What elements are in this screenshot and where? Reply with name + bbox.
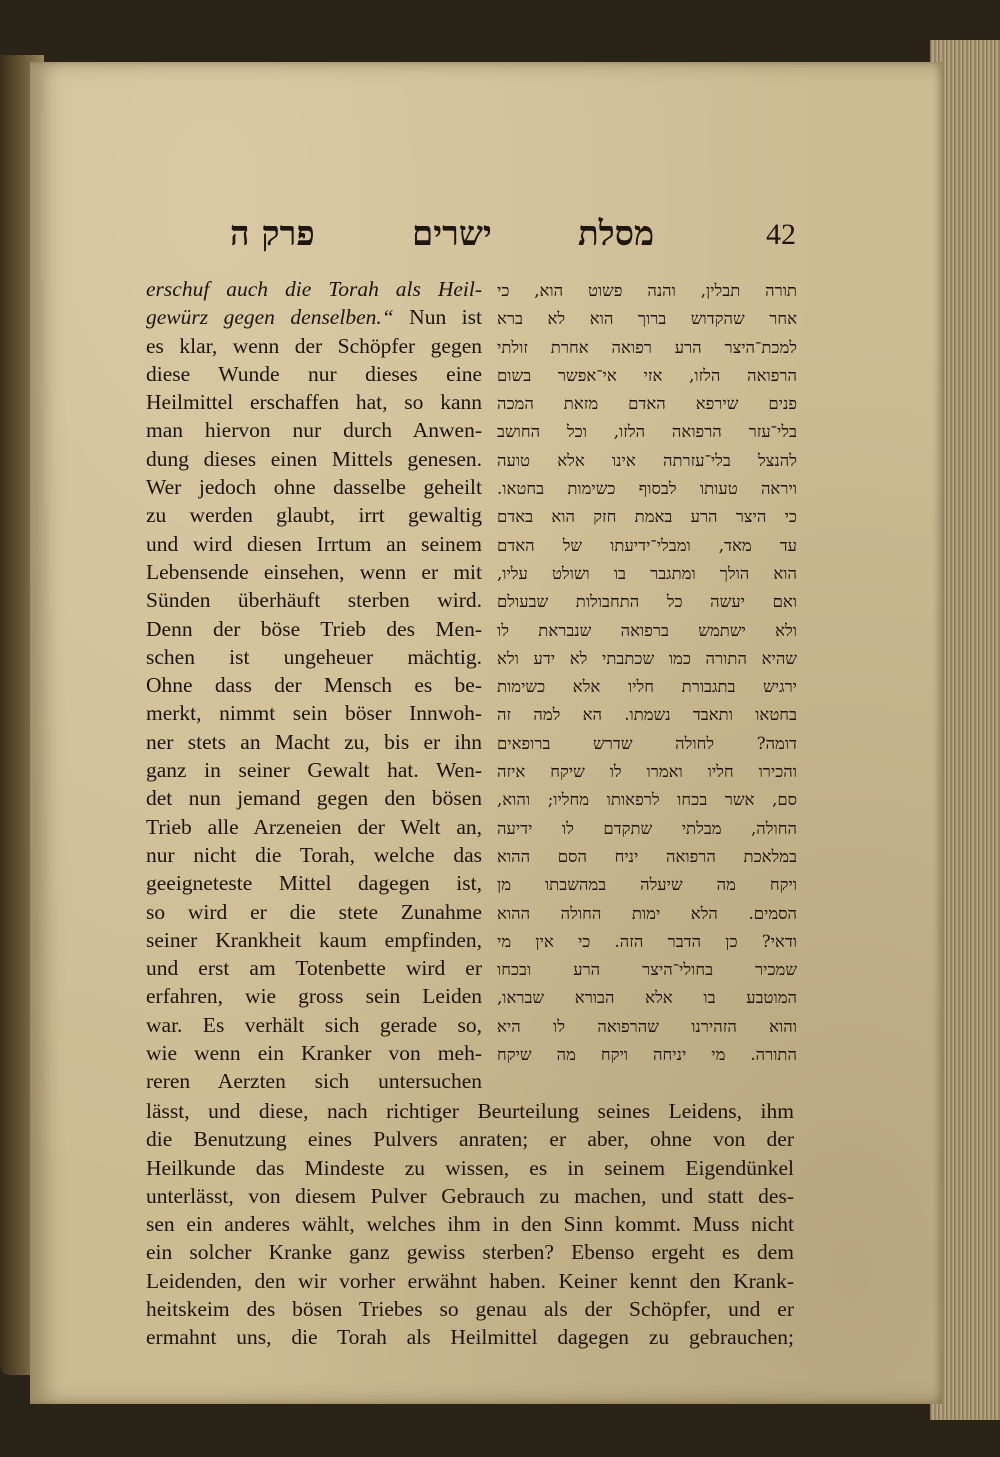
hebrew-line: למכת־היצר הרע רפואה אחרת זולתי (497, 337, 797, 357)
hebrew-line: התורה. מי יניחה ויקח מה שיקח (497, 1045, 797, 1065)
hebrew-line: ולא ישתמש ברפואה שנבראת לו (497, 620, 797, 640)
german-line: Lebensende einsehen, wenn er mit (146, 559, 482, 584)
hebrew-line: שהיא התורה כמו שכתבתי לא ידע ולא (497, 648, 797, 668)
hebrew-line: המוטבע בו אלא הבורא שבראו, (497, 988, 797, 1008)
full-width-line: heitskeim des bösen Triebes so genau als der Schöpfer, und er (146, 1297, 794, 1322)
german-line: zu werden glaubt, irrt gewaltig (146, 503, 482, 528)
german-line: merkt, nimmt sein böser Innwoh- (146, 701, 482, 726)
german-line: seiner Krankheit kaum empfinden, (146, 927, 482, 952)
hebrew-line: שמכיר בחולי־היצר הרע ובכחו (497, 960, 797, 980)
german-line: Sünden überhäuft sterben wird. (146, 588, 482, 613)
hebrew-line: פנים שירפא האדם מזאת המכה (497, 394, 797, 414)
hebrew-line: עד מאד, ומבלי־ידיעתו של האדם (497, 535, 797, 555)
hebrew-line: במלאכת הרפואה יניח הסם ההוא (497, 846, 797, 866)
full-width-line: ermahnt uns, die Torah als Heilmittel dagegen zu gebrauchen; (146, 1325, 794, 1350)
german-line: reren Aerzten sich untersuchen (146, 1069, 482, 1094)
german-line: Wer jedoch ohne dasselbe geheilt (146, 475, 482, 500)
page-number: 42 (766, 218, 796, 251)
hebrew-line: כי היצר הרע באמת חזק הוא באדם (497, 507, 797, 527)
german-line: war. Es verhält sich gerade so, (146, 1012, 482, 1037)
hebrew-line: דומה? לחולה שדרש ברופאים (497, 733, 797, 753)
german-line: Trieb alle Arzeneien der Welt an, (146, 814, 482, 839)
german-line: gewürz gegen denselben.“ Nun ist (146, 305, 482, 330)
full-width-line: die Benutzung eines Pulvers anraten; er aber, ohne von der (146, 1127, 794, 1152)
german-line: und wird diesen Irrtum an seinem (146, 531, 482, 556)
hebrew-line: בחטאו ותאבד נשמתו. הא למה זה (497, 705, 797, 725)
german-column (146, 275, 482, 1096)
hebrew-line: הרפואה הלזו, אזי אי־אפשר בשום (497, 365, 797, 385)
hebrew-line: סם, אשר בכחו לרפאותו מחליו; והוא, (497, 790, 797, 810)
hebrew-line: ירגיש בתגבורת חליו אלא כשימות (497, 677, 797, 697)
german-line: geeigneteste Mittel dagegen ist, (146, 871, 482, 896)
hebrew-column (497, 277, 797, 1069)
hebrew-line: להנצל בלי־עזרתה אינו אלא טועה (497, 450, 797, 470)
german-line: Denn der böse Trieb des Men- (146, 616, 482, 641)
german-line: Heilmittel erschaffen hat, so kann (146, 390, 482, 415)
german-line: man hiervon nur durch Anwen- (146, 418, 482, 443)
german-line: ner stets an Macht zu, bis er ihn (146, 729, 482, 754)
german-line: wie wenn ein Kranker von meh- (146, 1041, 482, 1066)
hebrew-line: אחר שהקדוש ברוך הוא לא ברא (497, 309, 797, 329)
running-head (0, 214, 1000, 264)
german-line: schen ist ungeheuer mächtig. (146, 644, 482, 669)
full-width-text (146, 1097, 794, 1352)
hebrew-line: ודאי? כן הדבר הזה. כי אין מי (497, 931, 797, 951)
hebrew-line: הסמים. הלא ימות החולה ההוא (497, 903, 797, 923)
hebrew-line: ויראה טעותו לבסוף כשימות בחטאו. (497, 479, 797, 499)
german-line: dung dieses einen Mittels genesen. (146, 446, 482, 471)
german-line: erfahren, wie gross sein Leiden (146, 984, 482, 1009)
german-line: so wird er die stete Zunahme (146, 899, 482, 924)
german-line: diese Wunde nur dieses eine (146, 361, 482, 386)
hebrew-line: החולה, מבלתי שתקדם לו ידיעה (497, 818, 797, 838)
german-line: und erst am Totenbette wird er (146, 956, 482, 981)
german-line: ganz in seiner Gewalt hat. Wen- (146, 758, 482, 783)
german-line: es klar, wenn der Schöpfer gegen (146, 333, 482, 358)
full-width-line: Heilkunde das Mindeste zu wissen, es in seinem Eigendünkel (146, 1155, 794, 1180)
hebrew-line: ויקח מה שיעלה במהשבתו מן (497, 875, 797, 895)
german-line: Ohne dass der Mensch es be- (146, 673, 482, 698)
header-chapter: פרק ה (230, 214, 315, 254)
full-width-line: sen ein anderes wählt, welches ihm in den Sinn kommt. Muss nicht (146, 1212, 794, 1237)
hebrew-line: ואם יעשה כל התחבולות שבעולם (497, 592, 797, 612)
german-line: det nun jemand gegen den bösen (146, 786, 482, 811)
header-title-word-2: ישרים (412, 214, 492, 254)
hebrew-line: תורה תבלין, והנה פשוט הוא, כי (497, 281, 797, 300)
full-width-line: lässt, und diese, nach richtiger Beurteilung seines Leidens, ihm (146, 1099, 794, 1123)
german-line: erschuf auch die Torah als Heil- (146, 277, 482, 301)
german-line: nur nicht die Torah, welche das (146, 842, 482, 867)
hebrew-line: והכירו חליו ואמרו לו שיקח איזה (497, 762, 797, 782)
hebrew-line: הוא הולך ומתגבר בו ושולט עליו, (497, 563, 797, 583)
full-width-line: ein solcher Kranke ganz gewiss sterben? Ebenso ergeht es dem (146, 1240, 794, 1265)
hebrew-line: בלי־עזר הרפואה הלזו, וכל החושב (497, 422, 797, 442)
hebrew-line: והוא הזהירנו שהרפואה לו היא (497, 1016, 797, 1036)
header-title-word-1: מסלת (578, 214, 655, 254)
full-width-line: unterlässt, von diesem Pulver Gebrauch zu machen, und statt des- (146, 1183, 794, 1208)
full-width-line: Leidenden, den wir vorher erwähnt haben. Keiner kennt den Krank- (146, 1268, 794, 1293)
